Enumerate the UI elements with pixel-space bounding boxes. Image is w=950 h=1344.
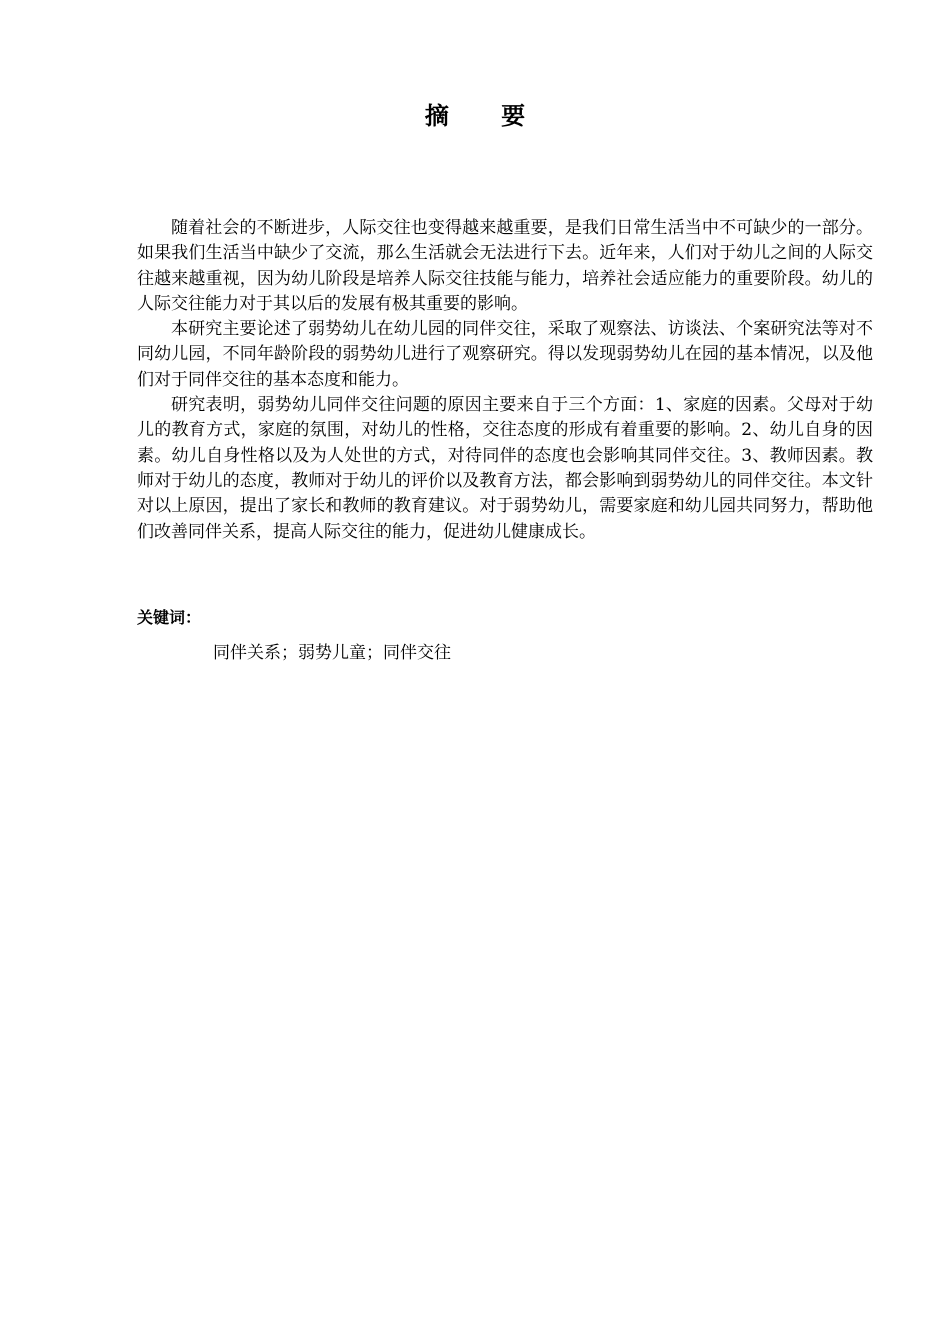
keywords-label: 关键词： [137, 608, 202, 627]
abstract-body [137, 216, 873, 545]
abstract-paragraph-3: 研究表明，弱势幼儿同伴交往问题的原因主要来自于三个方面：1、家庭的因素。父母对于幼儿的教育方式，家庭的氛围，对幼儿的性格，交往态度的形成有着重要的影响。2、幼儿自身的因素。幼儿自身性格以及为人处世的方式，对待同伴的态度也会影响其同伴交往。3、教师因素。教师对于幼儿的态度，教师对于幼儿的评价以及教育方法，都会影响到弱势幼儿的同伴交往。本文针对以上原因，提出了家长和教师的教育建议。对于弱势幼儿，需要家庭和幼儿园共同努力，帮助他们改善同伴关系，提高人际交往的能力，促进幼儿健康成长。 [137, 395, 873, 542]
keywords-list: 同伴关系；弱势儿童；同伴交往 [213, 643, 451, 663]
abstract-paragraph-1: 随着社会的不断进步，人际交往也变得越来越重要，是我们日常生活当中不可缺少的一部分。如果我们生活当中缺少了交流，那么生活就会无法进行下去。近年来，人们对于幼儿之间的人际交往越来越重视，因为幼儿阶段是培养人际交往技能与能力，培养社会适应能力的重要阶段。幼儿的人际交往能力对于其以后的发展有极其重要的影响。 [137, 218, 873, 314]
abstract-title: 摘 要 [424, 102, 548, 130]
abstract-paragraph-2: 本研究主要论述了弱势幼儿在幼儿园的同伴交往，采取了观察法、访谈法、个案研究法等对不同幼儿园，不同年龄阶段的弱势幼儿进行了观察研究。得以发现弱势幼儿在园的基本情况，以及他们对于同伴交往的基本态度和能力。 [137, 319, 873, 390]
